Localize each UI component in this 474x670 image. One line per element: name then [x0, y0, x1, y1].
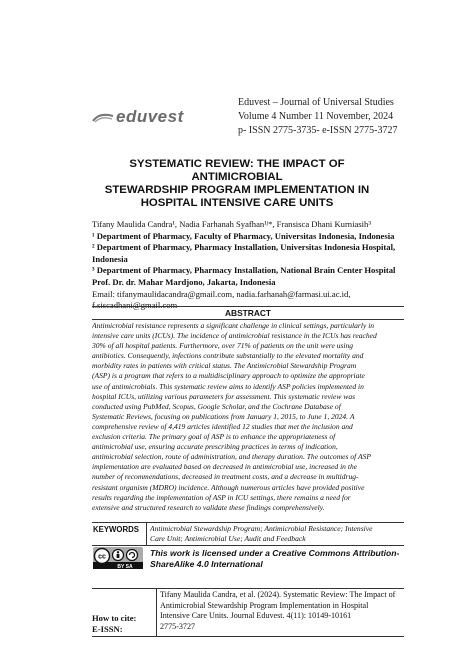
citation-line: Intensive Care Units. Journal Eduvest. 4(11): 10149-10161: [160, 611, 352, 620]
eissn-label: E-ISSN:: [92, 624, 123, 634]
author-names: Tifany Maulida Candra¹, Nadia Farhanah Syafhan¹ʲ*, Fransisca Dhani Kurniasih³: [92, 219, 371, 229]
abstract-heading: ABSTRACT: [224, 308, 272, 318]
affiliation-line: ³ Department of Pharmacy, Pharmacy Installation, National Brain Center Hospital: [92, 265, 396, 276]
abstract-line: Systematic Reviews, focusing on publications from January 1, 2015, to June 1, 2024. A: [92, 411, 355, 421]
abstract-line: number of recommendations, decreased in treatment costs, and a decrease in multidrug-: [92, 472, 359, 482]
abstract-line: resistant organism (MDRO) incidence. Although numerous articles have provided positive: [92, 482, 365, 492]
abstract-line: antimicrobial selection, route of administration, and therapy duration. The outcomes of ASP: [92, 452, 371, 462]
abstract-line: intensive care units (ICUs). The incidence of antimicrobial resistance in the ICUs has reached: [92, 331, 377, 341]
email-line: Email: tifanymaulidacandra@gmail.com, nadia.farhanah@farmasi.ui.ac.id,: [92, 288, 351, 299]
abstract-heading-rule: [92, 319, 404, 320]
keywords-divider: [146, 522, 147, 545]
license-text: [150, 548, 406, 570]
abstract-line: Antimicrobial resistance represents a significant challenge in clinical settings, particularly in: [92, 321, 375, 330]
cc-badge-text: BY SA: [117, 564, 133, 569]
keywords-label: KEYWORDS: [93, 525, 139, 534]
abstract-line: exclusion criteria. The primary goal of ASP is to enhance the appropriateness of: [92, 432, 336, 442]
title-line: STEWARDSHIP PROGRAM IMPLEMENTATION IN: [104, 184, 370, 196]
how-to-cite-label: How to cite:: [92, 613, 137, 623]
author-block: [92, 219, 396, 312]
journal-name: Eduvest – Journal of Universal Studies: [238, 97, 394, 108]
abstract-line: 30% of all hospital patients. Furthermore, over 71% of patients on the unit were using: [92, 341, 354, 351]
affiliation-line: Indonesia: [92, 253, 128, 264]
citation-text: [160, 590, 404, 632]
title-line: SYSTEMATIC REVIEW: THE IMPACT OF ANTIMICROBIAL: [129, 158, 345, 183]
logo-text: eduvest: [116, 107, 184, 126]
title-line: HOSPITAL INTENSIVE CARE UNITS: [140, 197, 334, 209]
license-line: ShareAlike 4.0 International: [150, 559, 263, 569]
abstract-line: use of antimicrobials. This systematic review aims to identify ASP policies implemented in: [92, 381, 364, 391]
keywords-top-rule: [92, 522, 404, 523]
citation-divider: [156, 588, 157, 636]
journal-volume: Volume 4 Number 11 November, 2024: [238, 111, 394, 122]
citation-line: Antimicrobial Stewardship Program Implementation in Hospital: [160, 600, 369, 610]
journal-logo: [92, 106, 214, 128]
abstract-line: antimicrobial use, ensuring accurate prescribing practices in terms of indication,: [92, 442, 338, 452]
abstract-line: morbidity rates in patients with critical status. The Antimicrobial Stewardship Program: [92, 361, 357, 371]
abstract-line: comprehensive review of 4,419 articles identified 12 studies that met the inclusion and: [92, 421, 353, 431]
journal-info: [238, 96, 468, 138]
journal-issn: p- ISSN 2775-3735- e-ISSN 2775-3727: [238, 125, 398, 136]
affiliation-line: ¹ Department of Pharmacy, Faculty of Pharmacy, Universitas Indonesia, Indonesia: [92, 230, 395, 241]
affiliation-line: Prof. Dr. dr. Mahar Mardjono, Jakarta, Indonesia: [92, 276, 276, 287]
keywords-text: [150, 524, 404, 544]
cc-by-sa-icon: [93, 547, 143, 569]
abstract-line: (ASP) is a program that refers to a multidisciplinary approach to optimize the appropriate: [92, 371, 365, 381]
keywords-line: Care Unit; Antimicrobial Use; Audit and Feedback: [150, 534, 306, 544]
license-line: This work is licensed under a Creative Commons Attribution-: [150, 548, 400, 558]
affiliation-line: ² Department of Pharmacy, Pharmacy Installation, Universitas Indonesia Hospital,: [92, 242, 396, 253]
abstract-line: results regarding the implementation of ASP in ICU settings, there remains a need for: [92, 492, 351, 502]
abstract-body: [92, 321, 404, 513]
paper-title: [92, 158, 382, 210]
abstract-line: hospital ICUs, utilizing various parameters for assessment. This systematic review was: [92, 391, 356, 401]
keywords-bottom-rule: [92, 545, 404, 546]
svg-text:cc: cc: [98, 553, 106, 561]
abstract-line: implementation are evaluated based on decreased in antimicrobial use, increased in the: [92, 462, 358, 472]
abstract-line: extensive and structured research to validate these findings comprehensively.: [92, 502, 325, 512]
eissn-value: 2775-3727: [160, 621, 196, 631]
logo-swoosh-icon: [92, 113, 114, 123]
abstract-line: conducted using PubMed, Scopus, Google Scholar, and the Cochrane Database of: [92, 401, 341, 411]
citation-line: Tifany Maulida Candra, et al. (2024). Systematic Review: The Impact of: [160, 590, 396, 599]
keywords-line: Antimicrobial Stewardship Program; Antimicrobial Resistance; Intensive: [150, 524, 373, 533]
citation-top-rule: [92, 588, 404, 589]
citation-bottom-rule: [92, 636, 404, 637]
abstract-top-rule: [92, 306, 404, 307]
abstract-line: antibiotics. Consequently, infections contribute substantially to the elevated mortality and: [92, 351, 364, 361]
